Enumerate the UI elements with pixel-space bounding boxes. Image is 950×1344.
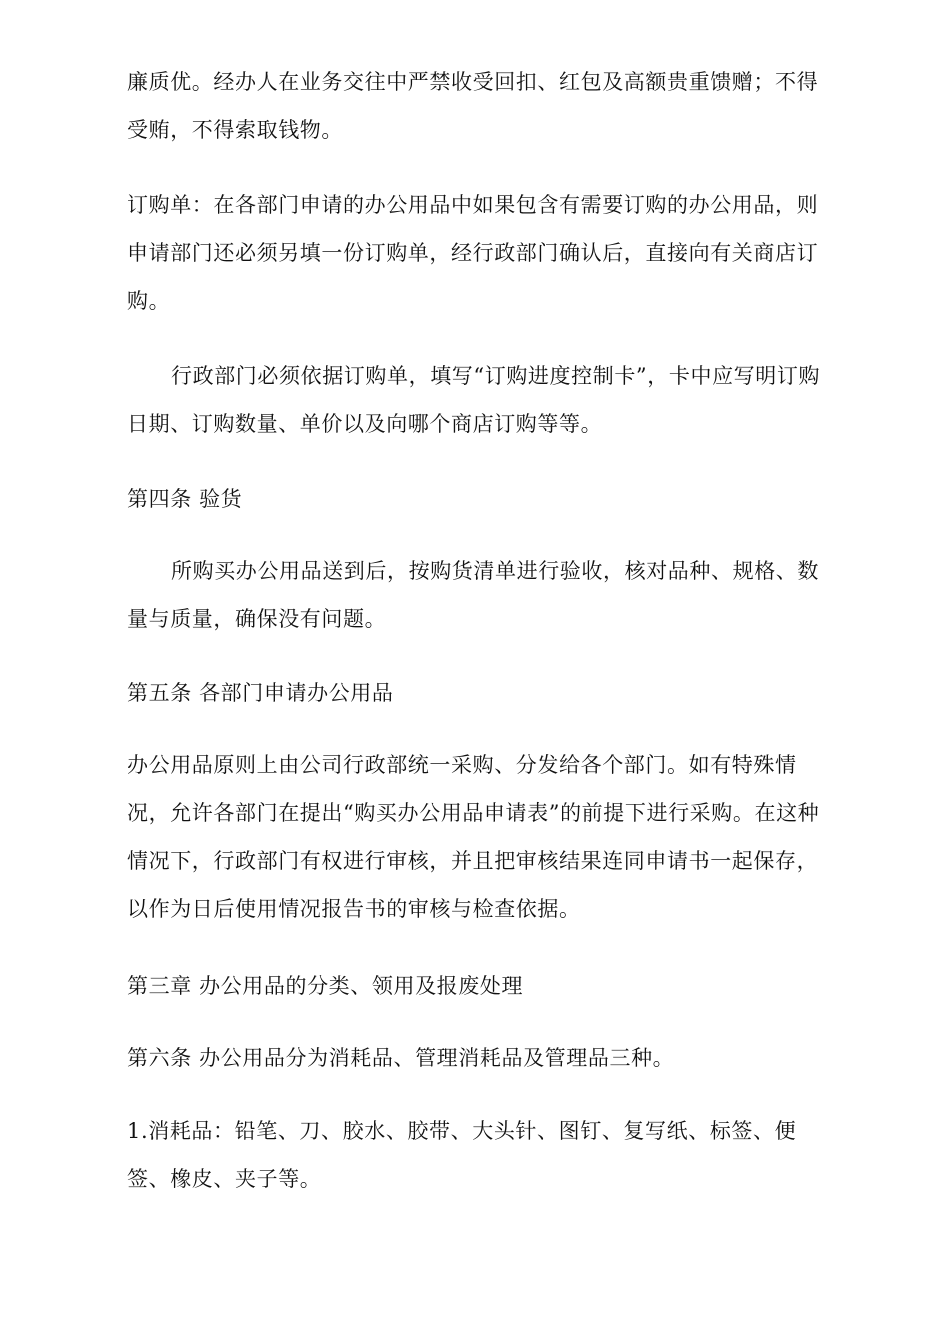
paragraph-inspection: 所购买办公用品送到后，按购货清单进行验收，核对品种、规格、数量与质量，确保没有问题。 bbox=[127, 559, 819, 631]
paragraph-consumables: 1.消耗品：铅笔、刀、胶水、胶带、大头针、图钉、复写纸、标签、便签、橡皮、夹子等。 bbox=[127, 1119, 797, 1191]
heading-article-6: 第六条 办公用品分为消耗品、管理消耗品及管理品三种。 bbox=[127, 1046, 675, 1070]
paragraph-purchase-order: 订购单：在各部门申请的办公用品中如果包含有需要订购的办公用品，则申请部门还必须另填一份订购单，经行政部门确认后，直接向有关商店订购。 bbox=[127, 193, 819, 313]
paragraph-department-application: 办公用品原则上由公司行政部统一采购、分发给各个部门。如有特殊情况，允许各部门在提出“购买办公用品申请表”的前提下进行采购。在这种情况下，行政部门有权进行审核，并且把审核结果连同申请书一起保存，以作为日后使用情况报告书的审核与检查依据。 bbox=[127, 753, 820, 921]
heading-article-5: 第五条 各部门申请办公用品 bbox=[127, 681, 394, 705]
heading-article-4: 第四条 验货 bbox=[127, 487, 243, 511]
paragraph-integrity-rules: 廉质优。经办人在业务交往中严禁收受回扣、红包及高额贵重馈赠；不得受贿，不得索取钱物。 bbox=[127, 70, 819, 142]
heading-chapter-3: 第三章 办公用品的分类、领用及报废处理 bbox=[127, 974, 524, 998]
paragraph-order-progress-card: 行政部门必须依据订购单，填写“订购进度控制卡”，卡中应写明订购日期、订购数量、单价以及向哪个商店订购等等。 bbox=[127, 364, 821, 436]
